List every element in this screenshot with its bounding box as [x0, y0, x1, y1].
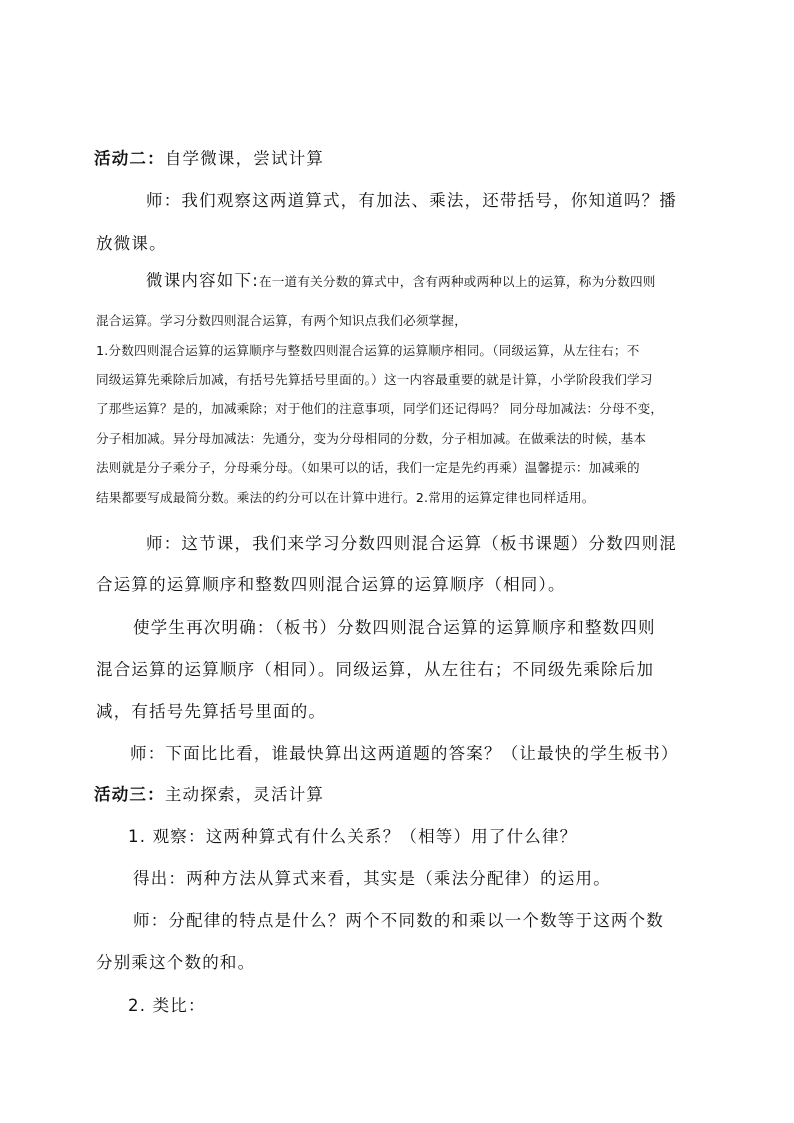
clarify-paragraph-line-1: 使学生再次明确：（板书）分数四则混合运算的运算顺序和整数四则	[133, 618, 656, 637]
activity-3-label: 活动三：	[94, 785, 165, 804]
teacher-paragraph-1-line-2: 放微课。	[96, 234, 167, 253]
teacher-paragraph-2-line-1: 师：这节课，我们来学习分数四则混合运算（板书课题）分数四则混	[146, 534, 677, 553]
teacher-paragraph-4: 师：下面比比看，谁最快算出这两道题的答案？（让最快的学生板书）	[130, 744, 679, 763]
clarify-paragraph-line-2: 混合运算的运算顺序（相同）。同级运算，从左往右；不同级先乘除后加	[96, 660, 655, 679]
distributive-law-line-1: 师：分配律的特点是什么？两个不同数的和乘以一个数等于这两个数	[133, 911, 664, 930]
micro-lesson-line-1-text: 在一道有关分数的算式中，含有两种或两种以上的运算，称为分数四则	[258, 274, 656, 289]
micro-lesson-line-6: 分子相加减。异分母加减法：先通分，变为分母相同的分数，分子相加减。在做乘法的时候，基本	[96, 431, 647, 446]
teacher-paragraph-2-line-2: 合运算的运算顺序和整数四则混合运算的运算顺序（相同）。	[96, 575, 566, 594]
micro-lesson-line-1	[146, 272, 656, 291]
distributive-law-line-2: 分别乘这个数的和。	[96, 953, 256, 972]
micro-lesson-lead: 微课内容如下:	[146, 271, 259, 290]
activity-3-subtitle: 主动探索，灵活计算	[164, 785, 325, 804]
activity-3-heading	[94, 784, 324, 806]
clarify-paragraph-line-3: 减，有括号先算括号里面的。	[96, 702, 327, 721]
step-1-conclusion: 得出：两种方法从算式来看，其实是（乘法分配律）的运用。	[133, 869, 611, 888]
step-2-analogy: 2. 类比：	[128, 996, 206, 1015]
activity-2-subtitle: 自学微课，尝试计算	[164, 149, 325, 168]
step-1-observe: 1. 观察：这两种算式有什么关系？（相等）用了什么律？	[128, 827, 578, 846]
micro-lesson-line-5: 了那些运算？是的，加减乘除；对于他们的注意事项，同学们还记得吗？ 同分母加减法：分母不变，	[96, 401, 664, 416]
activity-2-heading	[94, 148, 324, 170]
micro-lesson-line-4: 同级运算先乘除后加减，有括号先算括号里面的。）这一内容最重要的就是计算，小学阶段我们学习	[96, 372, 653, 387]
micro-lesson-line-2: 混合运算。学习分数四则混合运算，有两个知识点我们必须掌握，	[96, 313, 468, 328]
micro-lesson-line-7: 法则就是分子乘分子，分母乘分母。（如果可以的话，我们一定是先约再乘）温馨提示：加减乘的	[96, 460, 640, 475]
activity-2-label: 活动二：	[94, 149, 165, 168]
micro-lesson-line-3: 1.分数四则混合运算的运算顺序与整数四则混合运算的运算顺序相同。（同级运算，从左往右；不	[96, 343, 640, 358]
teacher-paragraph-1-line-1: 师：我们观察这两道算式，有加法、乘法，还带括号，你知道吗？播	[146, 191, 677, 210]
micro-lesson-line-8: 结果都要写成最简分数。乘法的约分可以在计算中进行。2.常用的运算定律也同样适用。	[96, 490, 595, 505]
